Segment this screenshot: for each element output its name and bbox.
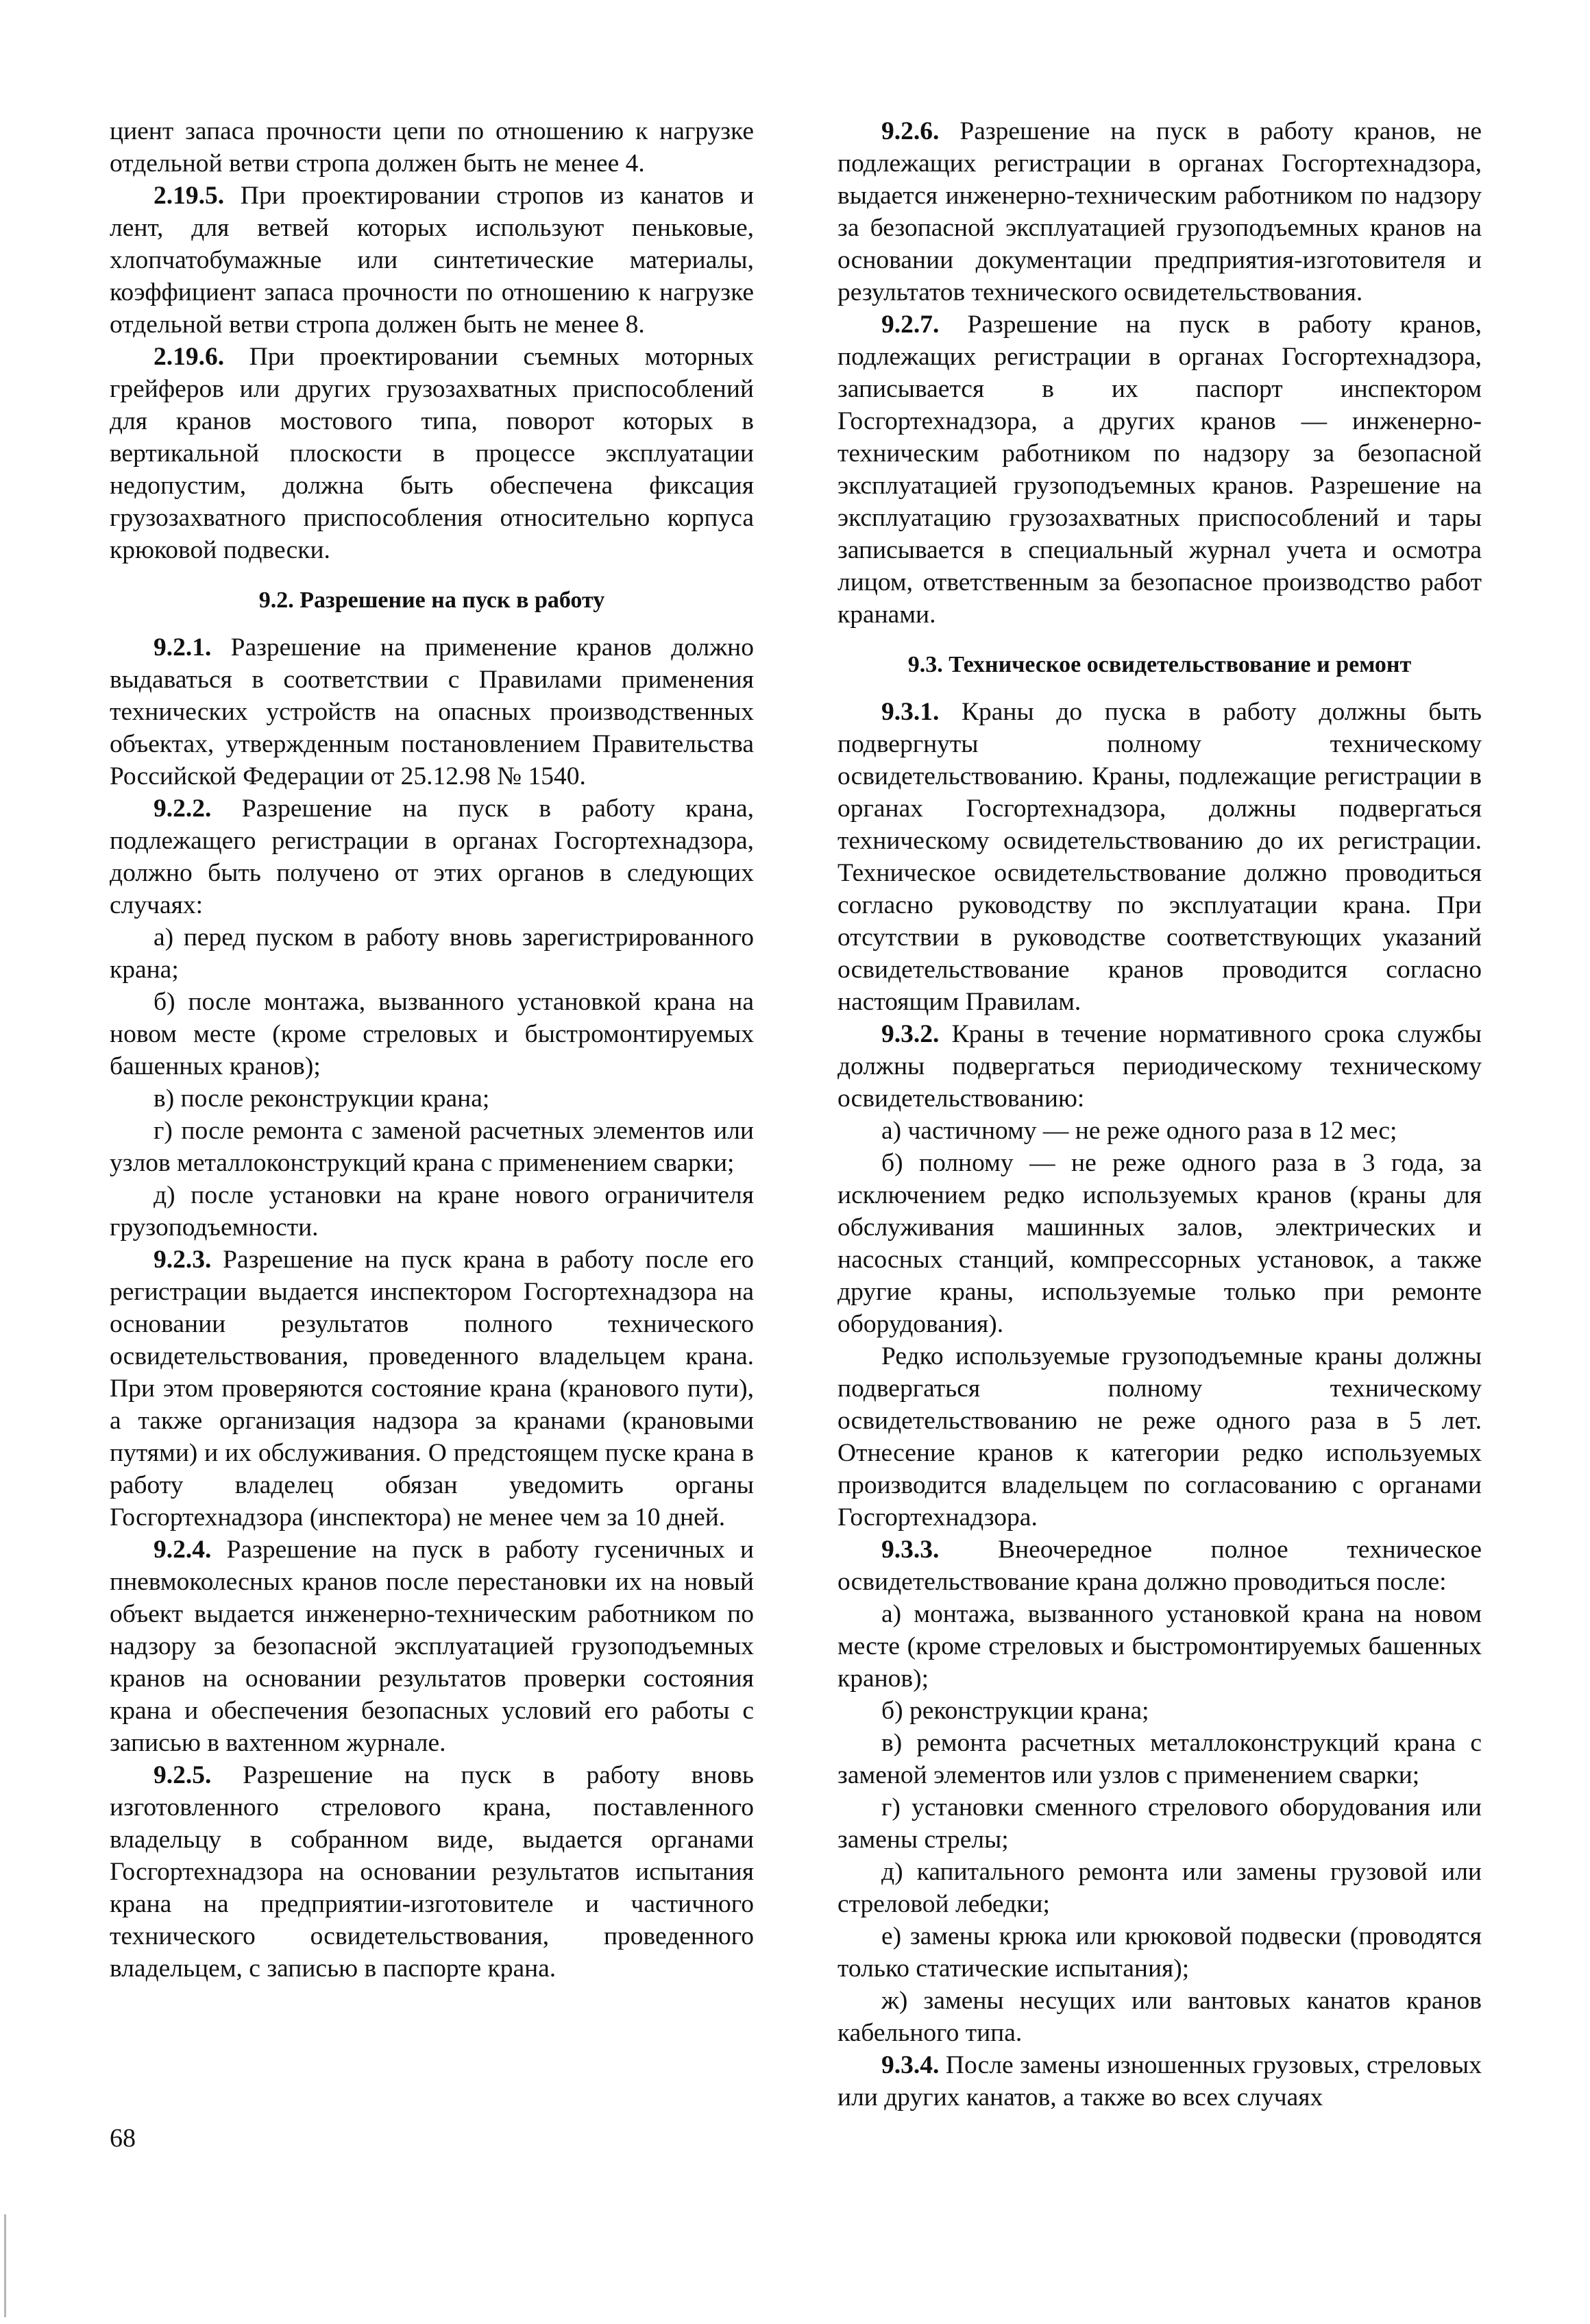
clause-text: Краны в течение нормативного срока службы должны подвергаться периодическому техническому освидетельствованию: (837, 1020, 1482, 1113)
list-item-9-2-2-b: б) после монтажа, вызванного установкой крана на новом месте (кроме стреловых и быстромонтируемых башенных кранов); (110, 988, 754, 1080)
list-item-9-3-3-a: а) монтажа, вызванного установкой крана на новом месте (кроме стреловых и быстромонтируемых башенных кранов); (837, 1600, 1482, 1693)
right-column (837, 115, 1482, 2114)
clause-text: Разрешение на пуск в работу гусеничных и пневмоколесных кранов после перестановки их на новый объект выдается инженерно-техническим работником по надзору за безопасной эксплуатацией грузоподъемных кранов на основании результатов проверки состояния крана и обеспечения безопасных условий его работы с записью в вахтенном журнале. (110, 1536, 754, 1757)
clause-text: После замены изношенных грузовых, стреловых или других канатов, а также во всех случаях (837, 2051, 1482, 2111)
paragraph-9-3-3 (837, 1534, 1482, 1598)
clause-number: 9.2.1. (154, 633, 212, 662)
clause-number: 9.2.3. (154, 1246, 212, 1274)
clause-number: 9.2.7. (881, 311, 940, 339)
list-item-9-3-3-d: д) капитального ремонта или замены грузовой или стреловой лебедки; (837, 1858, 1482, 1918)
list-item-9-3-3-v: в) ремонта расчетных металлоконструкций крана с заменой элементов или узлов с применением сварки; (837, 1729, 1482, 1789)
paragraph-2-19-6 (110, 341, 754, 566)
paragraph-9-3-4 (837, 2049, 1482, 2114)
clause-text: Разрешение на пуск в работу кранов, подлежащих регистрации в органах Госгортехнадзора, записывается в их паспорт инспектором Госгортехнадзора, а других кранов — инженерно-техническим работником по надзору за безопасной эксплуатацией грузоподъемных кранов. Разрешение на эксплуатацию грузозахватных приспособлений и тары записывается в специальный журнал учета и осмотра лицом, ответственным за безопасное производство работ кранами. (837, 311, 1482, 629)
clause-text: Разрешение на пуск в работу кранов, не подлежащих регистрации в органах Госгортехнадзора, выдается инженерно-техническим работником по надзору за безопасной эксплуатацией грузоподъемных кранов на основании документации предприятия-изготовителя и результатов технического освидетельствования. (837, 117, 1482, 306)
list-item-9-2-2-d: д) после установки на кране нового ограничителя грузоподъемности. (110, 1181, 754, 1242)
paragraph-2-19-4-continued: циент запаса прочности цепи по отношению к нагрузке отдельной ветви стропа должен быть не менее 4. (110, 117, 754, 178)
list-item-9-2-2-g: г) после ремонта с заменой расчетных элементов или узлов металлоконструкций крана с применением сварки; (110, 1117, 754, 1177)
paragraph-9-2-1 (110, 631, 754, 792)
clause-number: 9.3.1. (881, 698, 940, 726)
paragraph-9-2-4 (110, 1534, 754, 1759)
paragraph-9-3-2 (837, 1018, 1482, 1115)
list-item-9-3-3-b: б) реконструкции крана; (881, 1697, 1149, 1725)
clause-number: 9.2.6. (881, 117, 940, 145)
clause-text: При проектировании стропов из канатов и лент, для ветвей которых используют пеньковые, хлопчатобумажные или синтетические материалы, коэффициент запаса прочности по отношению к нагрузке отдельной ветви стропа должен быть не менее 8. (110, 182, 754, 339)
scan-margin-line (4, 2214, 6, 2317)
section-heading-9-3: 9.3. Техническое освидетельствование и ремонт (907, 652, 1412, 677)
clause-number: 9.2.4. (154, 1536, 212, 1564)
clause-number: 9.3.4. (881, 2051, 940, 2079)
list-item-9-2-2-v: в) после реконструкции крана; (154, 1085, 490, 1113)
clause-text: Внеочередное полное техническое освидетельствование крана должно проводиться после: (837, 1536, 1482, 1596)
paragraph-9-2-3 (110, 1244, 754, 1534)
paragraph-9-2-5 (110, 1759, 754, 1985)
section-heading-9-2: 9.2. Разрешение на пуск в работу (258, 588, 605, 613)
clause-text: Разрешение на пуск в работу крана, подлежащего регистрации в органах Госгортехнадзора, должно быть получено от этих органов в следующих случаях: (110, 795, 754, 919)
list-item-9-3-3-zh: ж) замены несущих или вантовых канатов кранов кабельного типа. (837, 1987, 1482, 2047)
paragraph-9-2-2 (110, 792, 754, 921)
clause-number: 2.19.5. (154, 182, 225, 210)
paragraph-9-2-7 (837, 308, 1482, 631)
clause-number: 9.2.2. (154, 795, 212, 823)
list-item-9-3-2-b: б) полному — не реже одного раза в 3 года, за исключением редко используемых кранов (краны для обслуживания машинных залов, электрических и насосных станций, компрессорных установок, а также другие краны, используемые только при ремонте оборудования). (837, 1149, 1482, 1338)
clause-number: 9.2.5. (154, 1761, 212, 1789)
clause-text: Краны до пуска в работу должны быть подвергнуты полному техническому освидетельствованию. Краны, подлежащие регистрации в органах Госгортехнадзора, должны подвергаться техническому освидетельствованию до их регистрации. Техническое освидетельствование должно проводиться согласно руководству по эксплуатации крана. При отсутствии в руководстве соответствующих указаний освидетельствование кранов проводится согласно настоящим Правилам. (837, 698, 1482, 1016)
list-item-9-2-2-a: а) перед пуском в работу вновь зарегистрированного крана; (110, 923, 754, 984)
clause-text: При проектировании съемных моторных грейферов или других грузозахватных приспособлений для кранов мостового типа, поворот которых в вертикальной плоскости в процессе эксплуатации недопустим, должна быть обеспечена фиксация грузозахватного приспособления относительно корпуса крюковой подвески. (110, 343, 754, 564)
list-item-9-3-3-e: е) замены крюка или крюковой подвески (проводятся только статические испытания); (837, 1922, 1482, 1983)
clause-number: 9.3.3. (881, 1536, 940, 1564)
paragraph-9-3-1 (837, 696, 1482, 1018)
clause-text: Разрешение на пуск в работу вновь изготовленного стрелового крана, поставленного владельцу в собранном виде, выдается органами Госгортехнадзора на основании результатов испытания крана на предприятии-изготовителе и частичного технического освидетельствования, проведенного владельцем, с записью в паспорте крана. (110, 1761, 754, 1983)
clause-text: Разрешение на применение кранов должно выдаваться в соответствии с Правилами применения технических устройств на опасных производственных объектах, утвержденным постановлением Правительства Российской Федерации от 25.12.98 № 1540. (110, 633, 754, 790)
paragraph-2-19-5 (110, 180, 754, 341)
paragraph-rarely-used-cranes: Редко используемые грузоподъемные краны должны подвергаться полному техническому освидетельствованию не реже одного раза в 5 лет. Отнесение кранов к категории редко используемых производится владельцем по согласованию с органами Госгортехнадзора. (837, 1342, 1482, 1532)
left-column (110, 115, 754, 1985)
clause-number: 9.3.2. (881, 1020, 940, 1048)
page-number: 68 (110, 2124, 136, 2153)
list-item-9-3-3-g: г) установки сменного стрелового оборудования или замены стрелы; (837, 1793, 1482, 1854)
paragraph-9-2-6 (837, 115, 1482, 308)
clause-number: 2.19.6. (154, 343, 225, 371)
clause-text: Разрешение на пуск крана в работу после его регистрации выдается инспектором Госгортехнадзора на основании результатов полного технического освидетельствования, проведенного владельцем крана. При этом проверяются состояние крана (кранового пути), а также организация надзора за кранами (крановыми путями) и их обслуживания. О предстоящем пуске крана в работу владелец обязан уведомить органы Госгортехнадзора (инспектора) не менее чем за 10 дней. (110, 1246, 754, 1532)
list-item-9-3-2-a: а) частичному — не реже одного раза в 12 мес; (881, 1117, 1397, 1145)
